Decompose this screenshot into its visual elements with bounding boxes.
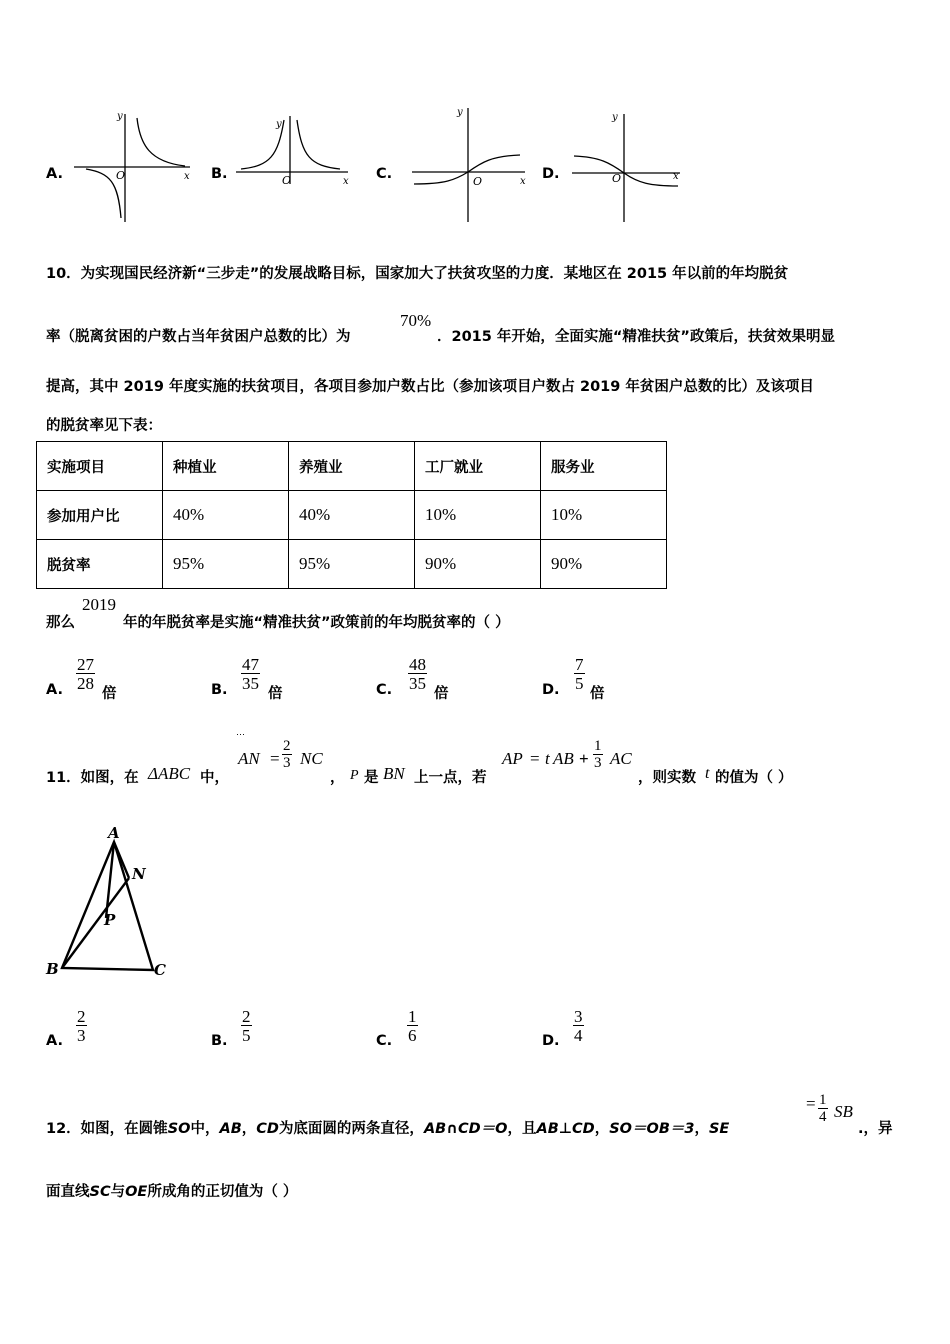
q9-c-y-label: y [457, 107, 463, 118]
q12-so: SO [167, 1121, 191, 1137]
q11-suffix-a: ，则实数 [638, 770, 696, 786]
q12-sb: SB [834, 1102, 853, 1121]
q11-eq2: = [530, 749, 540, 768]
fraction-denominator: 35 [409, 674, 426, 693]
q11-is: 是 [364, 770, 379, 786]
q10-option-b-unit: 倍 [268, 686, 283, 702]
q9-graph-b [236, 116, 348, 184]
q10-option-c-letter: C. [376, 682, 393, 698]
q9-b-x-label: x [343, 176, 349, 187]
q9-a-y-label: y [117, 111, 123, 122]
q10-line3: 提高，其中 2019 年度实施的扶贫项目，各项目参加户数占比（参加该项目户数占 2019 年贫困户总数的比）及该项目 [46, 379, 814, 395]
q11-segment-bn: BN [383, 764, 405, 783]
q9-d-origin-label: O [612, 172, 622, 185]
q11-vec-ab: AB [553, 749, 574, 768]
q11-eq1: = [270, 749, 280, 768]
q9-c-x-label: x [520, 176, 526, 187]
q10-ask-year: 2019 [82, 595, 116, 614]
q9-c-origin-label: O [473, 175, 483, 188]
q12-intersection: AB∩CD＝O [423, 1121, 508, 1137]
q9-option-c-letter: C. [376, 166, 393, 182]
q11-suffix-b: 的值为（ ） [715, 770, 793, 786]
q10-option-b-letter: B. [211, 682, 228, 698]
q11-triangle: ΔABC [148, 764, 191, 783]
q11-vec-an: AN [238, 749, 260, 768]
q10-table [36, 441, 667, 589]
q12-line2 [46, 1180, 297, 1201]
q11-option-a-letter: A. [46, 1033, 63, 1049]
q12-se-fraction [818, 1093, 828, 1125]
q11-prefix: 11．如图，在 [46, 770, 139, 786]
table-cell: 40% [289, 491, 415, 540]
q12-text: ， [594, 1121, 610, 1137]
table-cell: 95% [163, 540, 289, 589]
table-header-cell: 工厂就业 [415, 442, 541, 491]
table-header-cell: 种植业 [163, 442, 289, 491]
q11-mid: 中， [200, 770, 229, 786]
fraction-numerator: 1 [819, 1092, 827, 1108]
fraction-numerator: 2 [283, 738, 291, 754]
q12-line1-end: .，异 [858, 1121, 893, 1137]
q11-option-b-fraction [241, 1008, 252, 1044]
figure-label-c: C [154, 961, 166, 979]
q11-vec-ac: AC [610, 749, 632, 768]
q9-a-x-label: x [184, 171, 190, 182]
q12-oe: OE [125, 1184, 148, 1200]
q9-option-a-letter: A. [46, 166, 63, 182]
q11-t: t [545, 749, 550, 768]
q11-option-b-letter: B. [211, 1033, 228, 1049]
table-header-cell: 养殖业 [289, 442, 415, 491]
q9-b-origin-label: O [282, 174, 292, 187]
q10-option-a-fraction [76, 656, 95, 692]
q10-line4: 的脱贫率见下表： [46, 418, 162, 434]
table-row [37, 491, 667, 540]
table-header-cell: 服务业 [541, 442, 667, 491]
table-row [37, 540, 667, 589]
q11-p-text2: 上一点，若 [414, 770, 487, 786]
fraction-numerator: 2 [77, 1007, 86, 1026]
fraction-denominator: 3 [594, 755, 602, 771]
q12-line1 [46, 1117, 729, 1138]
q12-text: ， [694, 1121, 709, 1137]
table-cell: 90% [415, 540, 541, 589]
fraction-denominator: 5 [575, 674, 584, 693]
q11-option-d-letter: D. [542, 1033, 560, 1049]
q10-option-d-fraction [574, 656, 585, 692]
q12-equalities: SO＝OB＝3 [609, 1121, 695, 1137]
q9-graph-c [412, 108, 525, 222]
vector-arrow-icon: ⋯ [236, 730, 245, 740]
q11-point-p: P [350, 768, 359, 783]
table-cell: 95% [289, 540, 415, 589]
q10-ask-text: 年的年脱贫率是实施“精准扶贫”政策前的年均脱贫率的（ ） [123, 615, 510, 631]
q10-ask-prefix: 那么 [46, 615, 75, 631]
fraction-numerator: 1 [594, 738, 602, 754]
q9-d-y-label: y [612, 112, 618, 123]
q11-plus: + [579, 749, 589, 768]
q11-ac-fraction [593, 739, 603, 771]
fraction-numerator: 48 [409, 655, 426, 674]
table-cell: 10% [541, 491, 667, 540]
q9-option-b-letter: B. [211, 166, 228, 182]
table-cell: 90% [541, 540, 667, 589]
q10-option-c-fraction [408, 656, 427, 692]
table-row-label: 脱贫率 [37, 540, 163, 589]
fraction-numerator: 27 [77, 655, 94, 674]
q11-vec-ap: AP [502, 749, 523, 768]
q9-graph-d [572, 114, 680, 222]
table-header-row [37, 442, 667, 491]
fraction-numerator: 2 [242, 1007, 251, 1026]
table-row-label: 参加用户比 [37, 491, 163, 540]
q12-sc: SC [89, 1184, 111, 1200]
figure-label-p: P [104, 911, 116, 929]
q12-text: 为底面圆的两条直径， [278, 1121, 424, 1137]
q12-text: 12．如图，在圆锥 [46, 1121, 168, 1137]
q12-ab: AB [219, 1121, 242, 1137]
fraction-denominator: 3 [77, 1026, 86, 1045]
q12-eq: = [806, 1094, 816, 1113]
fraction-numerator: 47 [242, 655, 259, 674]
q9-a-origin-label: O [116, 169, 126, 182]
q11-vec-nc: NC [300, 749, 323, 768]
fraction-denominator: 4 [574, 1026, 583, 1045]
q11-option-d-fraction [573, 1008, 584, 1044]
q12-text: 面直线 [46, 1184, 90, 1200]
fraction-denominator: 3 [283, 755, 291, 771]
q10-option-c-unit: 倍 [434, 686, 449, 702]
q10-rate: 70% [400, 311, 432, 330]
fraction-numerator: 7 [575, 655, 584, 674]
q12-text: 中， [190, 1121, 220, 1137]
q11-triangle-figure [40, 822, 180, 982]
fraction-denominator: 6 [408, 1026, 417, 1045]
q11-option-c-fraction [407, 1008, 418, 1044]
q11-option-a-fraction [76, 1008, 87, 1044]
figure-label-n: N [132, 865, 146, 883]
q12-cd: CD [256, 1121, 279, 1137]
q9-option-d-letter: D. [542, 166, 560, 182]
q11-suffix-t: t [705, 765, 710, 782]
q9-graph-a [74, 114, 190, 222]
q10-option-d-unit: 倍 [590, 686, 605, 702]
q9-graphs [0, 100, 950, 230]
q12-text: ，且 [507, 1121, 537, 1137]
figure-label-b: B [46, 960, 59, 978]
q9-b-y-label: y [276, 119, 282, 130]
q10-line1: 10．为实现国民经济新“三步走”的发展战略目标，国家加大了扶贫攻坚的力度．某地区在 2015 年以前的年均脱贫 [46, 266, 789, 282]
q10-option-a-letter: A. [46, 682, 63, 698]
q11-coef-fraction [282, 739, 292, 771]
q11-option-c-letter: C. [376, 1033, 393, 1049]
q12-perpendicular: AB⊥CD [536, 1121, 595, 1137]
figure-label-a: A [108, 824, 120, 842]
q12-text: ， [241, 1121, 257, 1137]
q11-comma: ， [330, 770, 345, 786]
q10-option-b-fraction [241, 656, 260, 692]
q10-line2a: 率（脱离贫困的户数占当年贫困户总数的比）为 [46, 329, 351, 345]
fraction-denominator: 28 [77, 674, 94, 693]
fraction-denominator: 5 [242, 1026, 251, 1045]
fraction-numerator: 3 [574, 1007, 583, 1026]
fraction-denominator: 4 [819, 1109, 827, 1125]
q9-d-x-label: x [673, 171, 679, 182]
q10-line2b: ．2015 年开始，全面实施“精准扶贫”政策后，扶贫效果明显 [437, 329, 835, 345]
q12-text: 所成角的正切值为（ ） [147, 1184, 298, 1200]
q10-option-a-unit: 倍 [102, 686, 117, 702]
fraction-numerator: 1 [408, 1007, 417, 1026]
fraction-denominator: 35 [242, 674, 259, 693]
q10-option-d-letter: D. [542, 682, 560, 698]
table-cell: 10% [415, 491, 541, 540]
q12-text: 与 [110, 1184, 126, 1200]
table-cell: 40% [163, 491, 289, 540]
q12-se: SE [708, 1121, 730, 1137]
table-header-cell: 实施项目 [37, 442, 163, 491]
